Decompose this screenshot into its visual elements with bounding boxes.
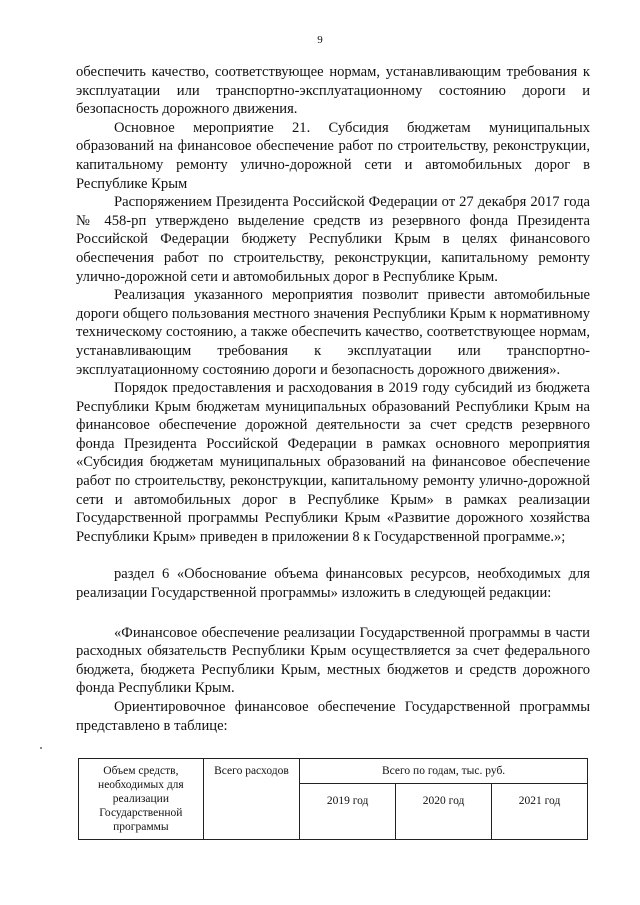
paragraph-section-6-amendment: раздел 6 «Обоснование объема финансовых ресурсов, необходимых для реализации Государственной программы» изложить в следующей редакции:	[76, 566, 590, 602]
paragraph-main-measure-21: Основное мероприятие 21. Субсидия бюджетам муниципальных образований на финансовое обеспечение работ по строительству, реконструкции, капитальному ремонту улично-дорожной сети и автомобильных дорог в Республике Крым	[76, 119, 590, 192]
paragraph-implementation-result: Реализация указанного мероприятия позволит привести автомобильные дороги общего пользования местного значения Республики Крым к нормативному техническому состоянию, а также обеспечить качество, соответствующее нормам, устанавливающим требования к эксплуатации или транспортно-эксплуатационному состоянию дороги и безопасность дорожного движения».	[76, 287, 590, 378]
table-header-row	[79, 759, 588, 784]
paragraph-table-intro: Ориентировочное финансовое обеспечение Государственной программы представлено в таблице:	[76, 699, 590, 734]
paragraph-subsidy-procedure: Порядок предоставления и расходования в 2019 году субсидий из бюджета Республики Крым бюджетам муниципальных образований Республики Крым на финансовое обеспечение дорожной деятельности за счет средств резервного фонда Президента Российской Федерации в рамках основного мероприятия «Субсидия бюджетам муниципальных образований на финансовое обеспечение работ по строительству, реконструкции, капитальному ремонту улично-дорожной сети и автомобильных дорог в Республике Крым» в рамках реализации Государственной программы Республики Крым «Развитие дорожного хозяйства Республики Крым» приведен в приложении 8 к Государственной программе.»;	[76, 380, 590, 545]
paragraph-quality-continuation: обеспечить качество, соответствующее нормам, устанавливающим требования к эксплуатации или транспортно-эксплуатационному состоянию дороги и безопасность дорожного движения.	[76, 64, 590, 118]
spacer	[76, 546, 590, 565]
paragraph-financing-sources: «Финансовое обеспечение реализации Государственной программы в части расходных обязательств Республики Крым осуществляется за счет федерального бюджета, бюджета Республики Крым, местных бюджетов и средств дорожного фонда Республики Крым.	[76, 624, 590, 697]
paragraph-presidential-order: Распоряжением Президента Российской Федерации от 27 декабря 2017 года № 458-рп утверждено выделение средств из резервного фонда Президента Российской Федерации бюджету Республики Крым в целях финансового обеспечения работ по строительству, реконструкции, капитальному ремонту улично-дорожной сети и автомобильных дорог в Республике Крым.	[76, 194, 590, 285]
header-total-expenses: Всего расходов	[203, 759, 299, 840]
spacer	[76, 603, 590, 624]
header-year-2021: 2021 год	[492, 784, 588, 840]
header-volume-of-funds: Объем средств, необходимых для реализации Государственной программы	[79, 759, 204, 840]
page-number: 9	[317, 34, 323, 46]
document-body	[76, 63, 590, 735]
scan-artifact-dot	[40, 747, 42, 749]
financing-table	[78, 758, 588, 840]
header-year-2019: 2019 год	[300, 784, 396, 840]
header-year-2020: 2020 год	[396, 784, 492, 840]
header-by-year: Всего по годам, тыс. руб.	[300, 759, 588, 784]
